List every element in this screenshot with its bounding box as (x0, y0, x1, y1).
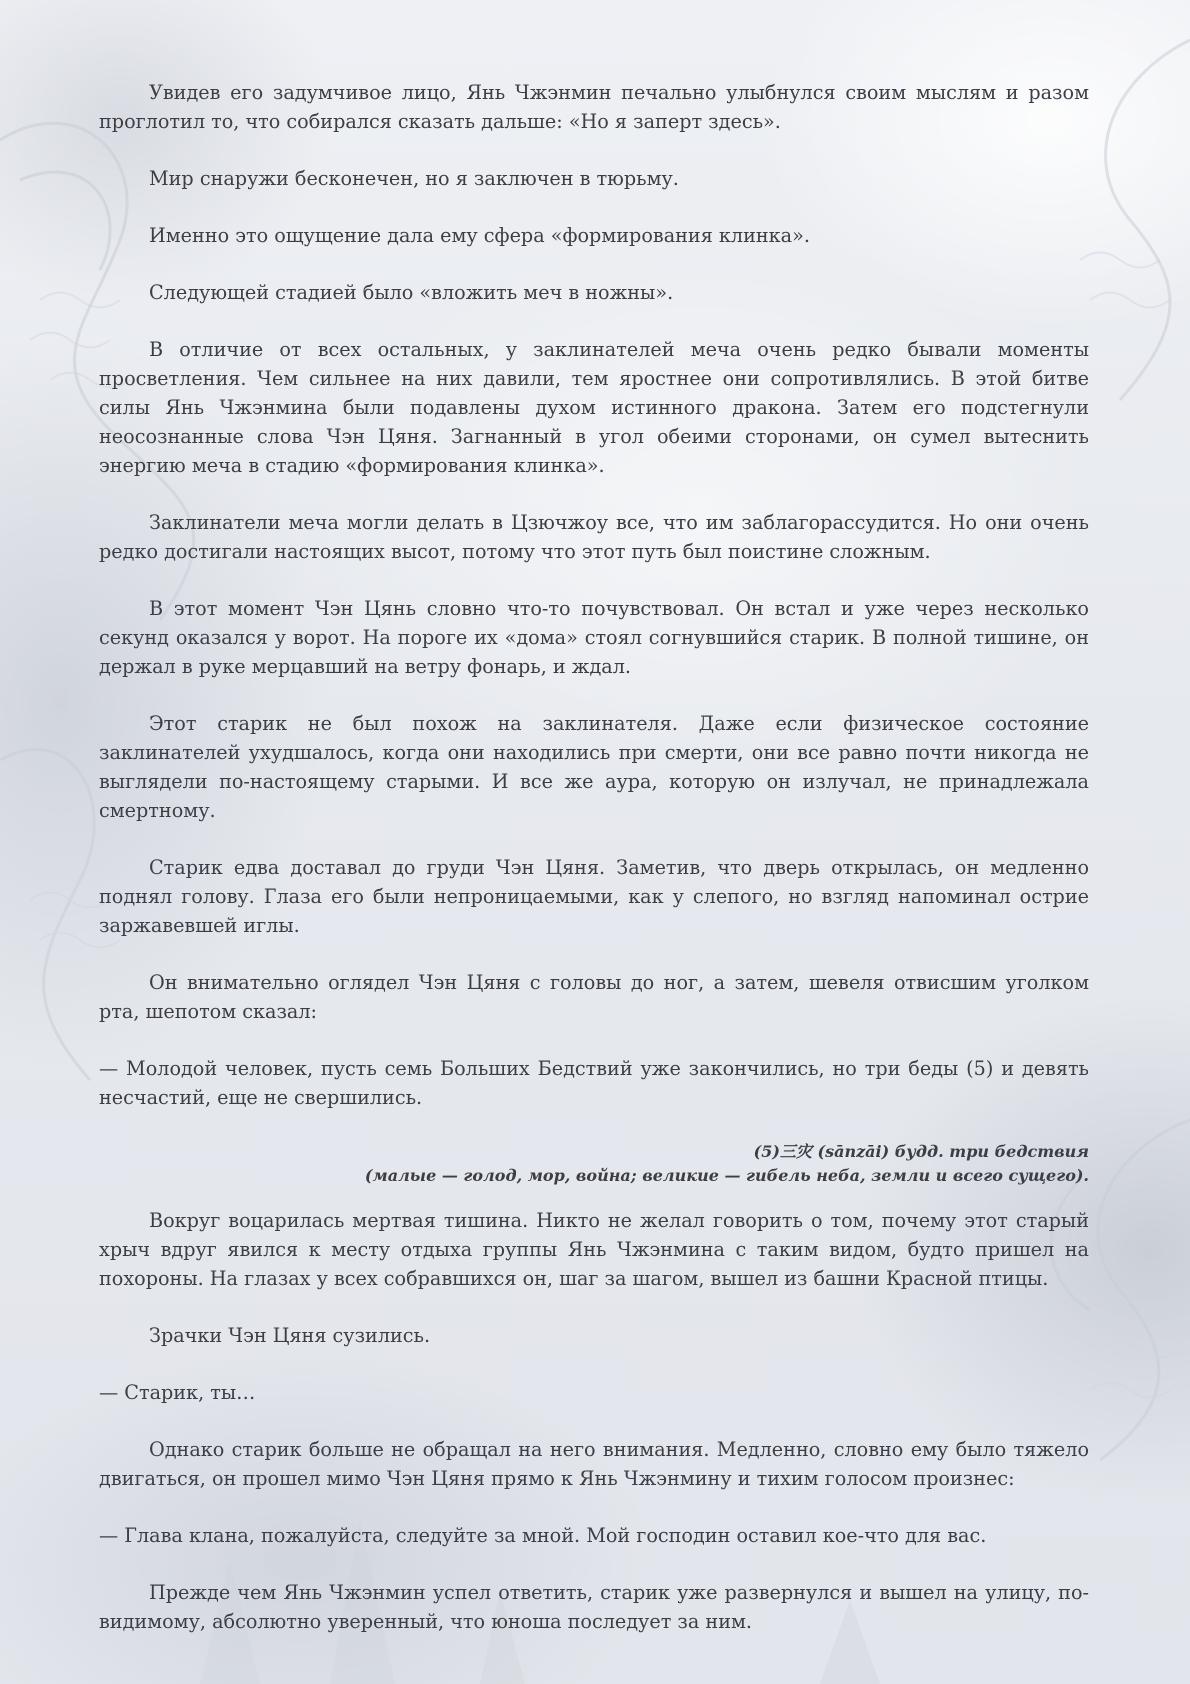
paragraph: Именно это ощущение дала ему сфера «формирования клинка». (149, 224, 810, 247)
paragraph: Вокруг воцарилась мертвая тишина. Никто не желал говорить о том, почему этот старый хрыч вдруг явился к месту отдыха группы Янь Чжэнмина с таким видом, будто пришел на похороны. На глазах у всех собравшихся он, шаг за шагом, вышел из башни Красной птицы. (99, 1209, 1089, 1290)
footnote (99, 1140, 1089, 1188)
paragraph: Заклинатели меча могли делать в Цзючжоу все, что им заблагорассудится. Но они очень редко достигали настоящих высот, потому что этот путь был поистине сложным. (99, 511, 1089, 563)
dialog-line: — Молодой человек, пусть семь Больших Бедствий уже закончились, но три беды (5) и девять несчастий, еще не свершились. (99, 1057, 1089, 1109)
paragraph: Он внимательно оглядел Чэн Цяня с головы до ног, а затем, шевеля отвисшим уголком рта, шепотом сказал: (99, 971, 1089, 1023)
paragraph: Увидев его задумчивое лицо, Янь Чжэнмин печально улыбнулся своим мыслям и разом проглотил то, что собирался сказать дальше: «Но я заперт здесь». (99, 81, 1089, 133)
paragraph: Однако старик больше не обращал на него внимания. Медленно, словно ему было тяжело двигаться, он прошел мимо Чэн Цяня прямо к Янь Чжэнмину и тихим голосом произнес: (99, 1438, 1089, 1490)
paragraph: В этот момент Чэн Цянь словно что-то почувствовал. Он встал и уже через несколько секунд оказался у ворот. На пороге их «дома» стоял согнувшийся старик. В полной тишине, он держал в руке мерцавший на ветру фонарь, и ждал. (99, 597, 1089, 678)
chapter-text (99, 78, 1089, 1664)
paragraph: Следующей стадией было «вложить меч в ножны». (149, 281, 674, 304)
paragraph: Зрачки Чэн Цяня сузились. (149, 1324, 431, 1347)
footnote-line-1: (5)三灾 (sānzāi) будд. три бедствия (753, 1142, 1089, 1161)
paragraph: В отличие от всех остальных, у заклинателей меча очень редко бывали моменты просветления. Чем сильнее на них давили, тем яростнее они сопротивлялись. В этой битве силы Янь Чжэнмина были подавлены духом истинного дракона. Затем его подстегнули неосознанные слова Чэн Цяня. Загнанный в угол обеими сторонами, он сумел вытеснить энергию меча в стадию «формирования клинка». (99, 338, 1089, 477)
dialog-line: — Глава клана, пожалуйста, следуйте за мной. Мой господин оставил кое-что для вас. (99, 1524, 987, 1547)
dialog-line: — Старик, ты… (99, 1381, 256, 1404)
paragraph: Прежде чем Янь Чжэнмин успел ответить, старик уже развернулся и вышел на улицу, по-видимому, абсолютно уверенный, что юноша последует за ним. (99, 1581, 1089, 1633)
paragraph: Этот старик не был похож на заклинателя. Даже если физическое состояние заклинателей ухудшалось, когда они находились при смерти, они все равно почти никогда не выглядели по-настоящему старыми. И все же аура, которую он излучал, не принадлежала смертному. (99, 712, 1089, 822)
footnote-line-2: (малые — голод, мор, война; великие — гибель неба, земли и всего сущего). (364, 1166, 1089, 1185)
paragraph: Мир снаружи бесконечен, но я заключен в тюрьму. (149, 167, 679, 190)
paragraph: Старик едва доставал до груди Чэн Цяня. Заметив, что дверь открылась, он медленно поднял голову. Глаза его были непроницаемыми, как у слепого, но взгляд напоминал острие заржавевшей иглы. (99, 856, 1089, 937)
